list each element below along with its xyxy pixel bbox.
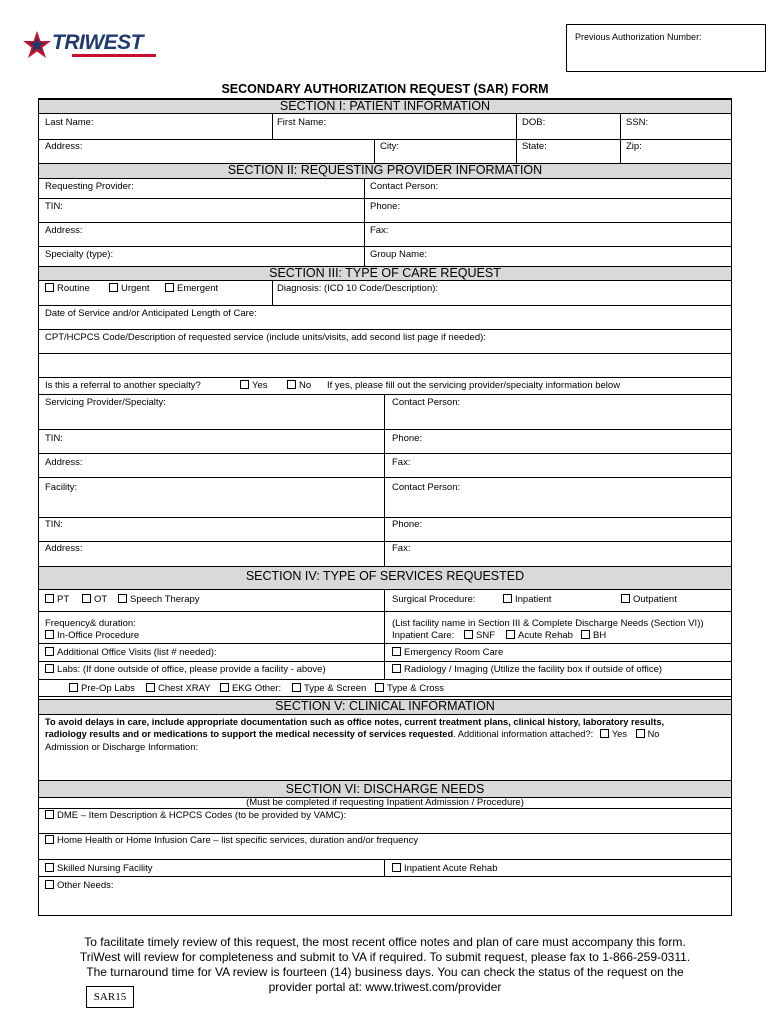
clinical-instructions-bold: radiology results and or medications to support the medical necessity of services requested (45, 729, 454, 739)
footer-line-3: The turnaround time for VA review is fourteen (14) business days. You can check the status of the request on the (86, 965, 684, 979)
other-needs-label: Other Needs: (57, 880, 114, 891)
skilled-nursing-checkbox[interactable] (45, 863, 153, 874)
surgical-inpatient-label: Inpatient (515, 594, 552, 605)
logo-underline (72, 54, 156, 57)
referral-yes-checkbox[interactable] (240, 380, 268, 391)
labs-checkbox[interactable] (45, 664, 326, 675)
date-of-service-field[interactable]: Date of Service and/or Anticipated Length of Care: (45, 308, 257, 319)
patient-address-field[interactable]: Address: (45, 141, 83, 152)
footer-line-4: provider portal at: www.triwest.com/provider (268, 980, 502, 994)
dob-field[interactable]: DOB: (522, 117, 546, 128)
referral-yes-label: Yes (252, 380, 268, 391)
servicing-address-field[interactable]: Address: (45, 457, 83, 468)
ekg-other-label: EKG Other: (232, 683, 282, 694)
last-name-field[interactable]: Last Name: (45, 117, 94, 128)
requesting-phone-field[interactable]: Phone: (370, 201, 401, 212)
chest-xray-label: Chest XRAY (158, 683, 211, 694)
section-1-header: SECTION I: PATIENT INFORMATION (39, 99, 731, 114)
group-name-field[interactable]: Group Name: (370, 249, 428, 260)
additional-visits-label: Additional Office Visits (list # needed): (57, 647, 217, 658)
radiology-label: Radiology / Imaging (Utilize the facility box if outside of office) (404, 664, 663, 675)
requesting-tin-field[interactable]: TIN: (45, 201, 63, 212)
snf-label: SNF (476, 630, 495, 641)
surgical-outpatient-checkbox[interactable] (621, 594, 677, 605)
acute-rehab-checkbox[interactable] (506, 630, 573, 641)
inpatient-acute-rehab-label: Inpatient Acute Rehab (404, 863, 498, 874)
additional-attached-label: . Additional information attached?: (453, 729, 594, 739)
state-field[interactable]: State: (522, 141, 547, 152)
other-needs-checkbox[interactable] (45, 880, 114, 891)
er-care-label: Emergency Room Care (404, 647, 504, 658)
clinical-instructions-line2 (45, 729, 659, 740)
type-cross-label: Type & Cross (387, 683, 445, 694)
home-health-label: Home Health or Home Infusion Care – list specific services, duration and/or frequency (57, 835, 419, 846)
bh-label: BH (593, 630, 607, 641)
facility-contact-person-field[interactable]: Contact Person: (392, 482, 461, 493)
type-screen-label: Type & Screen (304, 683, 367, 694)
routine-checkbox[interactable] (45, 283, 90, 294)
pt-label: PT (57, 594, 70, 605)
section-6-header: SECTION VI: DISCHARGE NEEDS (39, 780, 731, 798)
acute-rehab-label: Acute Rehab (518, 630, 573, 641)
ssn-field[interactable]: SSN: (626, 117, 649, 128)
sar-form (38, 98, 732, 916)
clinical-yes-checkbox[interactable] (600, 729, 627, 739)
ot-label: OT (94, 594, 108, 605)
clinical-no-label: No (647, 729, 660, 739)
clinical-instructions-line1: To avoid delays in care, include appropriate documentation such as office notes, current treatment plans, clinical history, laboratory results, (45, 717, 665, 727)
servicing-phone-field[interactable]: Phone: (392, 433, 423, 444)
inpatient-acute-rehab-checkbox[interactable] (392, 863, 498, 874)
servicing-tin-field[interactable]: TIN: (45, 433, 63, 444)
referral-no-label: No (299, 380, 312, 391)
servicing-contact-person-field[interactable]: Contact Person: (392, 397, 461, 408)
preop-labs-label: Pre-Op Labs (81, 683, 135, 694)
urgent-checkbox[interactable] (109, 283, 150, 294)
emergent-checkbox[interactable] (165, 283, 218, 294)
footer-line-2: TriWest will review for completeness and submit to VA if required. To submit request, please fax to 1-866-259-0311. (79, 950, 691, 964)
ot-checkbox[interactable] (82, 594, 107, 605)
facility-field[interactable]: Facility: (45, 482, 78, 493)
additional-visits-checkbox[interactable] (45, 647, 217, 658)
surgical-procedure-label: Surgical Procedure: (392, 594, 476, 605)
section-3-header: SECTION III: TYPE OF CARE REQUEST (39, 266, 731, 281)
ekg-other-checkbox[interactable] (220, 683, 281, 694)
first-name-field[interactable]: First Name: (277, 117, 327, 128)
previous-authorization-label: Previous Authorization Number: (575, 32, 702, 42)
emergent-label: Emergent (177, 283, 219, 294)
preop-labs-checkbox[interactable] (69, 683, 135, 694)
facility-fax-field[interactable]: Fax: (392, 543, 411, 554)
type-screen-checkbox[interactable] (292, 683, 366, 694)
pt-checkbox[interactable] (45, 594, 69, 605)
urgent-label: Urgent (121, 283, 150, 294)
form-title: SECONDARY AUTHORIZATION REQUEST (SAR) FORM (221, 82, 549, 96)
specialty-field[interactable]: Specialty (type): (45, 249, 114, 260)
section-2-header: SECTION II: REQUESTING PROVIDER INFORMATION (39, 163, 731, 179)
servicing-provider-field[interactable]: Servicing Provider/Specialty: (45, 397, 166, 408)
type-cross-checkbox[interactable] (375, 683, 444, 694)
snf-checkbox[interactable] (464, 630, 495, 641)
referral-question: Is this a referral to another specialty? (45, 380, 201, 391)
servicing-fax-field[interactable]: Fax: (392, 457, 411, 468)
admission-discharge-field[interactable]: Admission or Discharge Information: (45, 742, 199, 753)
chest-xray-checkbox[interactable] (146, 683, 211, 694)
triwest-logo (22, 30, 142, 64)
speech-therapy-checkbox[interactable] (118, 594, 200, 605)
speech-therapy-label: Speech Therapy (130, 594, 200, 605)
footer-line-1: To facilitate timely review of this request, the most recent office notes and plan of care must accompany this form. (84, 935, 686, 949)
referral-no-checkbox[interactable] (287, 380, 311, 391)
facility-tin-field[interactable]: TIN: (45, 519, 63, 530)
section-4-header: SECTION IV: TYPE OF SERVICES REQUESTED (39, 566, 731, 590)
frequency-duration-field[interactable]: Frequency& duration: (45, 618, 136, 629)
surgical-outpatient-label: Outpatient (633, 594, 677, 605)
zip-field[interactable]: Zip: (626, 141, 642, 152)
cpt-description-field[interactable]: CPT/HCPCS Code/Description of requested service (include units/visits, add second list page if needed): (45, 332, 486, 343)
previous-authorization-box[interactable] (566, 24, 766, 72)
radiology-checkbox[interactable] (392, 664, 662, 675)
labs-label: Labs: (If done outside of office, please provide a facility - above) (57, 664, 326, 675)
list-facility-note: (List facility name in Section III & Complete Discharge Needs (Section VI)) (392, 618, 704, 629)
clinical-yes-label: Yes (611, 729, 627, 739)
referral-note: If yes, please fill out the servicing provider/specialty information below (327, 380, 621, 391)
requesting-fax-field[interactable]: Fax: (370, 225, 389, 236)
requesting-provider-field[interactable]: Requesting Provider: (45, 181, 134, 192)
clinical-no-checkbox[interactable] (636, 729, 660, 739)
skilled-nursing-label: Skilled Nursing Facility (57, 863, 153, 874)
inpatient-care-label: Inpatient Care: (392, 630, 455, 641)
in-office-procedure-checkbox[interactable] (45, 630, 139, 641)
home-health-checkbox[interactable] (45, 835, 418, 846)
routine-label: Routine (57, 283, 90, 294)
section-5-header: SECTION V: CLINICAL INFORMATION (39, 699, 731, 715)
bh-checkbox[interactable] (581, 630, 606, 641)
requesting-address-field[interactable]: Address: (45, 225, 83, 236)
dme-label: DME – Item Description & HCPCS Codes (to be provided by VAMC): (57, 810, 347, 821)
surgical-inpatient-checkbox[interactable] (503, 594, 551, 605)
form-code-box: SAR15 (86, 986, 134, 1008)
er-care-checkbox[interactable] (392, 647, 503, 658)
in-office-procedure-label: In-Office Procedure (57, 630, 140, 641)
requesting-contact-person-field[interactable]: Contact Person: (370, 181, 439, 192)
facility-phone-field[interactable]: Phone: (392, 519, 423, 530)
diagnosis-field[interactable]: Diagnosis: (ICD 10 Code/Description): (277, 283, 439, 294)
facility-address-field[interactable]: Address: (45, 543, 83, 554)
city-field[interactable]: City: (380, 141, 399, 152)
logo-text: TRIWEST (52, 31, 143, 54)
section-6-subtitle: (Must be completed if requesting Inpatient Admission / Procedure) (246, 797, 524, 808)
star-icon (22, 30, 52, 60)
dme-checkbox[interactable] (45, 810, 346, 821)
